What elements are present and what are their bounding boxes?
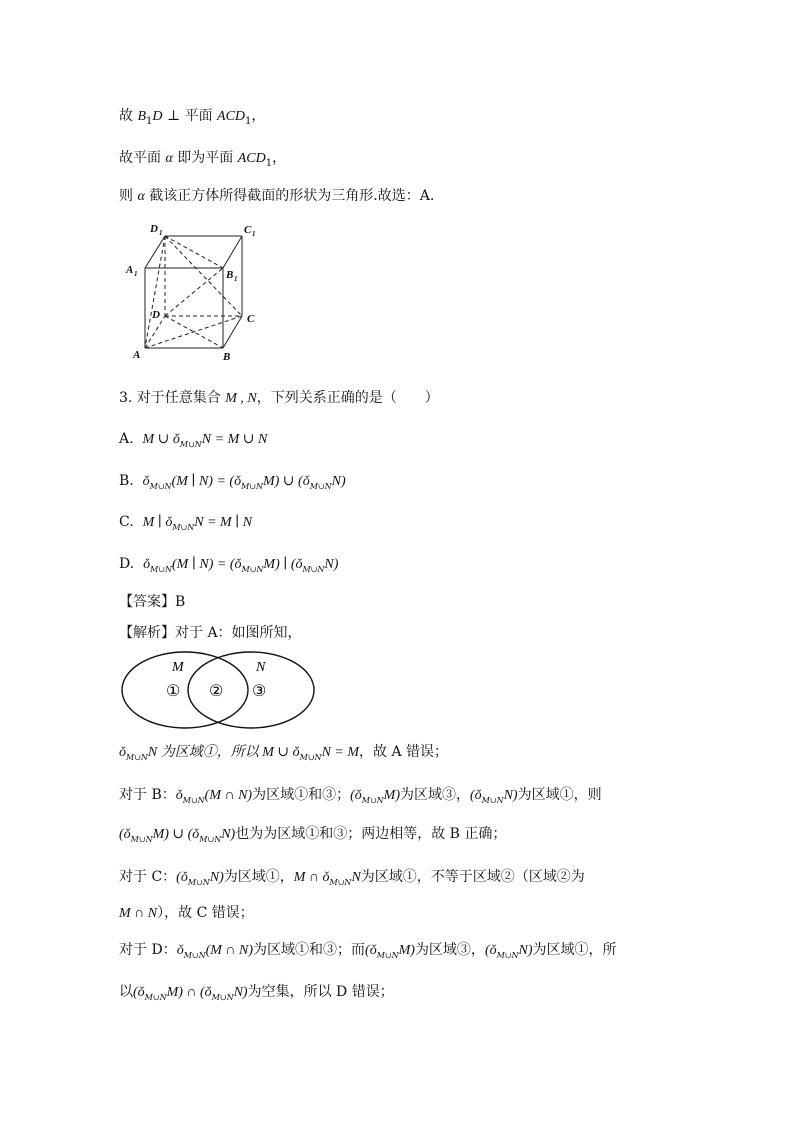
cube-figure (120, 218, 270, 368)
math-expr: M ∪ ǒ (262, 745, 300, 760)
text: 为区域①和③；而 (253, 942, 366, 958)
perp-symbol: ⊥ (162, 108, 185, 124)
diagonal (165, 268, 223, 316)
subscript: M∪N (309, 482, 332, 491)
math-expr: N) (209, 870, 224, 885)
label-d1-sub: 1 (159, 229, 163, 237)
option-d[interactable] (119, 554, 338, 580)
math-var: ACD (217, 109, 246, 124)
option-a[interactable] (119, 429, 267, 455)
analysis-b-1 (119, 785, 602, 811)
math-expr: (ǒ (365, 943, 377, 958)
set-n-ellipse (188, 652, 314, 728)
label-a1-sub: 1 (134, 270, 138, 278)
text: 为区域①，所 (532, 942, 617, 958)
math-expr: (ǒ (350, 788, 362, 803)
math-var: α (137, 189, 145, 204)
text: ），故 C 错误； (157, 905, 254, 921)
label-c1: C (244, 224, 252, 236)
edge (223, 236, 242, 268)
subscript: M∪N (126, 753, 148, 762)
edge (223, 316, 242, 348)
label-b1-sub: 1 (234, 275, 238, 283)
subscript: M∪N (376, 951, 399, 960)
math-var: B (137, 109, 147, 124)
label-a: A (133, 349, 141, 361)
math-expr: M ∩ N (119, 906, 158, 921)
region-1: ① (166, 683, 181, 700)
subscript: M∪N (130, 835, 153, 844)
label-d: D (152, 309, 160, 321)
text: 对于 D： (119, 942, 177, 958)
math-expr: N) (233, 985, 248, 1000)
math-expr: M) ∪ (ǒ (152, 827, 200, 842)
option-c[interactable] (119, 512, 252, 538)
text: 也为为区域①和③；两边相等，故 B 正确； (235, 826, 507, 842)
text: 则 (119, 188, 138, 204)
analysis-d-2 (119, 982, 394, 1008)
math-expr: N) (503, 788, 518, 803)
label-c1-sub: 1 (252, 230, 256, 238)
math-expr: (M ∣ N) = (ǒ (171, 474, 242, 489)
text: ，故 A 错误； (359, 744, 449, 760)
answer-line (119, 592, 185, 612)
math-expr: M) ∣ (ǒ (263, 557, 303, 572)
math-expr: (M ∣ N) = (ǒ (172, 557, 242, 572)
text: 故平面 (119, 150, 166, 166)
label-b: B (223, 351, 231, 363)
option-key: A. (119, 431, 134, 447)
text-line-2 (119, 148, 286, 174)
analysis-d-1 (119, 940, 617, 966)
label-m: M (172, 660, 184, 675)
text-line-1 (119, 106, 265, 132)
math-var: M , N (225, 391, 257, 406)
subscript: M∪N (361, 796, 384, 805)
text: ， (251, 108, 266, 124)
text: 为区域③， (400, 787, 470, 803)
subscript: M∪N (183, 951, 206, 960)
math-expr: ǒ (175, 788, 183, 803)
analysis-b-2 (119, 824, 506, 850)
text: 为区域①，则 (517, 787, 602, 803)
math-expr: N) (331, 474, 346, 489)
label-b1: B (226, 269, 234, 281)
text: 为区域①，不等于区域②（区域②为 (360, 869, 585, 885)
venn-diagram (118, 648, 318, 734)
option-key: D. (119, 556, 135, 572)
label-c: C (247, 313, 255, 325)
math-expr: ǒ (143, 557, 151, 572)
math-expr: ǒ (176, 943, 184, 958)
text: 故 (119, 108, 138, 124)
text: 为空集，所以 D 错误； (247, 984, 394, 1000)
subscript: M∪N (329, 878, 352, 887)
subscript: M∪N (211, 993, 234, 1002)
math-expr: (M ∩ N) (205, 943, 254, 958)
subscript: M∪N (182, 796, 205, 805)
text: 以 (119, 984, 133, 1000)
option-key: B. (119, 473, 134, 489)
text: 截该正方体所得截面的形状为三角形.故选：A. (144, 188, 435, 204)
math-var: D (152, 109, 163, 124)
math-expr: (ǒ (133, 985, 145, 1000)
math-expr: (ǒ (119, 827, 131, 842)
text: 为区域①和③； (252, 787, 351, 803)
question-stem (119, 388, 439, 409)
text: ， (272, 150, 287, 166)
text: 对于 C： (119, 869, 177, 885)
label-n: N (256, 660, 266, 675)
label-d1: D (150, 223, 158, 235)
subscript: 1 (265, 158, 273, 169)
math-expr: N = M ∣ N (194, 515, 253, 530)
set-m-ellipse (122, 652, 248, 728)
math-var: α (165, 151, 173, 166)
analysis-c-1 (119, 867, 585, 893)
answer-text: 【答案】B (119, 594, 186, 610)
math-var: ACD (237, 151, 266, 166)
diagonal (165, 236, 223, 268)
text: 平面 (184, 108, 218, 124)
math-expr: N = M ∪ N (201, 432, 268, 447)
subscript: 1 (245, 116, 252, 127)
math-expr: M ∣ ǒ (142, 515, 173, 530)
text: 对于 B： (119, 787, 176, 803)
subscript: 1 (146, 116, 153, 127)
text: 为区域③， (414, 942, 485, 958)
subscript: M∪N (179, 440, 202, 449)
math-expr: (M ∩ N) (204, 788, 253, 803)
text: 为区域①， (223, 869, 294, 885)
analysis-a (119, 742, 448, 768)
math-expr: N (351, 870, 361, 885)
math-expr: M) ∩ (ǒ (166, 985, 212, 1000)
text: 3. 对于任意集合 (119, 390, 226, 406)
text: N 为区域①，所以 (147, 745, 263, 760)
subscript: M∪N (199, 835, 222, 844)
math-expr: (ǒ (176, 870, 188, 885)
subscript: M∪N (481, 796, 504, 805)
subscript: M∪N (241, 482, 263, 491)
subscript: M∪N (144, 993, 167, 1002)
math-expr: M) ∪ (ǒ (262, 474, 310, 489)
option-key: C. (119, 514, 134, 530)
text: 即为平面 (172, 150, 238, 166)
math-expr: N) (324, 557, 339, 572)
subscript: M∪N (496, 951, 519, 960)
text-line-3 (119, 186, 434, 207)
region-2: ② (209, 683, 224, 700)
math-expr: M ∩ ǒ (293, 870, 330, 885)
subscript: M∪N (299, 753, 322, 762)
math-expr: M) (383, 788, 400, 803)
text: 【解析】对于 A：如图所知， (119, 625, 302, 641)
text: ，下列关系正确的是（ ） (256, 390, 439, 406)
math-expr: ǒ (119, 745, 126, 760)
subscript: M∪N (187, 878, 210, 887)
math-expr: N) (518, 943, 533, 958)
subscript: M∪N (149, 482, 172, 491)
math-expr: (ǒ (470, 788, 482, 803)
analysis-head (119, 623, 302, 643)
label-a1: A (126, 264, 134, 276)
option-b[interactable] (119, 471, 346, 497)
math-expr: (ǒ (484, 943, 497, 958)
subscript: M∪N (150, 565, 172, 574)
math-expr: M) (398, 943, 415, 958)
math-expr: M ∪ ǒ (142, 432, 180, 447)
math-expr: ǒ (142, 474, 150, 489)
subscript: M∪N (172, 523, 195, 532)
subscript: M∪N (302, 565, 325, 574)
subscript: M∪N (241, 565, 264, 574)
analysis-c-2 (119, 903, 254, 924)
math-expr: N = M (321, 745, 360, 760)
math-expr: N) (221, 827, 236, 842)
region-3: ③ (252, 683, 267, 700)
